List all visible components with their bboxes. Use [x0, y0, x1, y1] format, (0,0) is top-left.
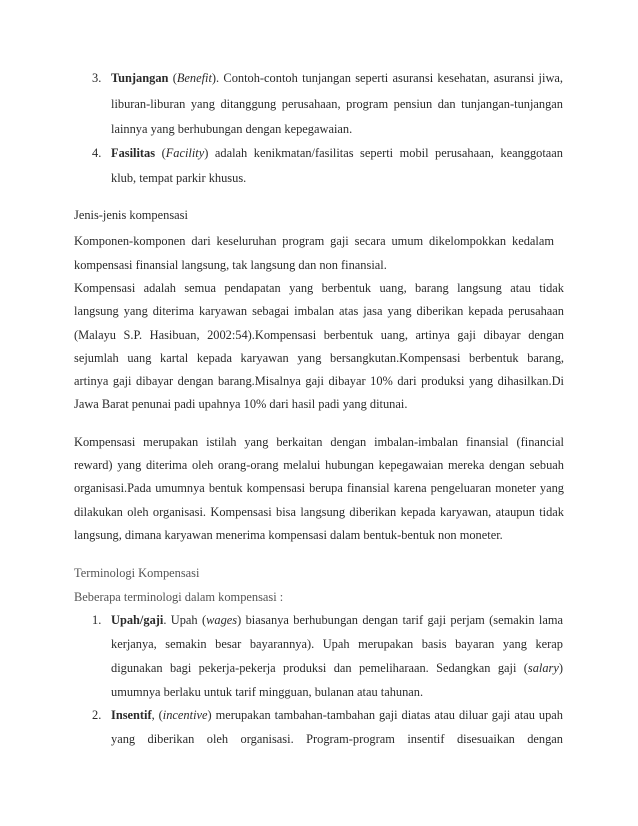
list-item-benefit-line3: lainnya yang berhubungan dengan kepegawaian. [111, 122, 353, 136]
paragraph-line: organisasi.Pada umumnya bentuk kompensasi berupa finansial karena pengeluaran moneter yang [74, 481, 564, 495]
list-number: 3. [92, 71, 102, 85]
paragraph-line: kompensasi finansial langsung, tak langsung dan non finansial. [74, 258, 387, 272]
paragraph-line: Kompensasi merupakan istilah yang berkaitan dengan imbalan-imbalan finansial (financial [74, 435, 564, 449]
paragraph-line: (Malayu S.P. Hasibuan, 2002:54).Kompensasi berbentuk uang, artinya gaji dibayar dengan [74, 328, 564, 342]
list-item-wages-line2: kerjanya, semakin besar bayarannya). Upah merupakan basis bayaran yang kerap [111, 637, 563, 651]
list-item-facility-line1: Fasilitas (Facility) adalah kenikmatan/fasilitas seperti mobil perusahaan, keanggotaan [111, 146, 563, 160]
paragraph-line: sejumlah uang kartal kepada karyawan yang bersangkutan.Kompensasi berbentuk barang, [74, 351, 564, 365]
paragraph-line: artinya gaji dibayar dengan barang.Misalnya gaji dibayar 10% dari produksi yang dihasilkan.Di [74, 374, 564, 388]
list-item-benefit-line1: Tunjangan (Benefit). Contoh-contoh tunjangan seperti asuransi kesehatan, asuransi jiwa, [111, 71, 563, 85]
list-number: 1. [92, 613, 102, 627]
paragraph-line: langsung, dimana karyawan menerima kompensasi dalam bentuk-bentuk non moneter. [74, 528, 503, 542]
paragraph-line: dilakukan oleh organisasi. Kompensasi bisa langsung diberikan kepada karyawan, ataupun tidak [74, 505, 564, 519]
paragraph-line: langsung yang diterima karyawan sebagai imbalan atas jasa yang diberikan kepada perusahaan [74, 304, 564, 318]
paragraph-line: Kompensasi adalah semua pendapatan yang berbentuk uang, barang langsung atau tidak [74, 281, 564, 295]
list-number: 2. [92, 708, 102, 722]
paragraph-line: reward) yang diterima oleh orang-orang melalui hubungan kepegawaian mereka dengan sebuah [74, 458, 564, 472]
section-heading: Terminologi Kompensasi [74, 566, 200, 580]
list-number: 4. [92, 146, 102, 160]
list-item-incentive-line1: Insentif, (incentive) merupakan tambahan-tambahan gaji diatas atau diluar gaji atau upah [111, 708, 563, 722]
list-item-wages-line4: umumnya berlaku untuk tarif mingguan, bulanan atau tahunan. [111, 685, 424, 699]
list-item-incentive-line2: yang diberikan oleh organisasi. Program-program insentif disesuaikan dengan [111, 732, 563, 746]
list-item-facility-line2: klub, tempat parkir khusus. [111, 171, 247, 185]
list-item-benefit-line2: liburan-liburan yang ditanggung perusahaan, program pensiun dan tunjangan-tunjangan [111, 97, 563, 111]
paragraph-line: Jawa Barat penunai padi upahnya 10% dari hasil padi yang ditunai. [74, 397, 408, 411]
list-item-wages-line1: Upah/gaji. Upah (wages) biasanya berhubungan dengan tarif gaji perjam (semakin lama [111, 613, 563, 627]
section-intro: Beberapa terminologi dalam kompensasi : [74, 590, 284, 604]
paragraph-line: Komponen-komponen dari keseluruhan program gaji secara umum dikelompokkan kedalam [74, 234, 554, 248]
section-heading: Jenis-jenis kompensasi [74, 208, 188, 222]
list-item-wages-line3: digunakan bagi pekerja-pekerja produksi dan pemeliharaan. Sedangkan gaji (salary) [111, 661, 563, 675]
